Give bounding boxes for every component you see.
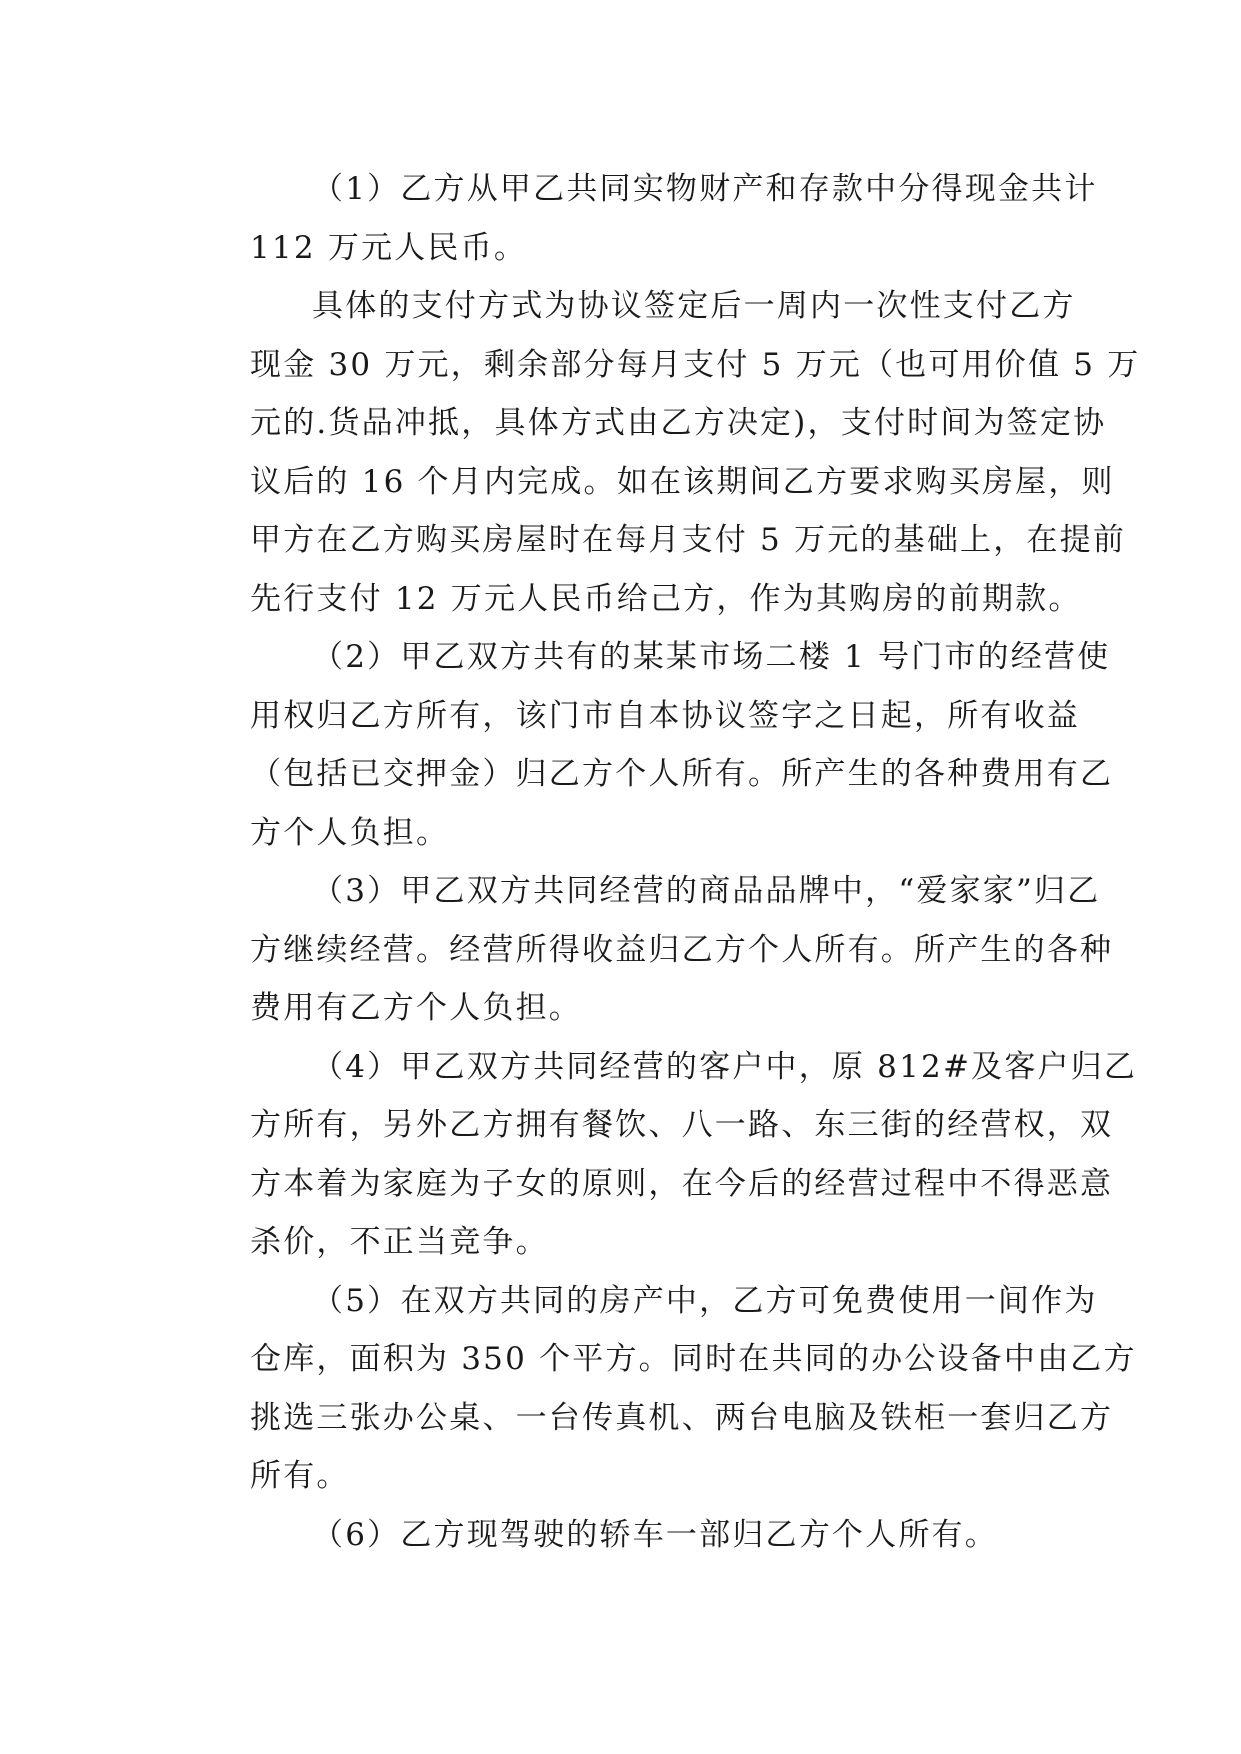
payment-method-paragraph (188, 277, 1141, 628)
clause-2-paragraph (188, 628, 1114, 862)
text-line: 仓库，面积为 350 个平方。同时在共同的办公设备中由乙方 (250, 1341, 1137, 1377)
text-line: 先行支付 12 万元人民币给己方，作为其购房的前期款。 (250, 580, 1082, 617)
text-line: （包括已交押金）归乙方个人所有。所产生的各种费用有乙 (250, 756, 1114, 792)
text-line: 方所有，另外乙方拥有餐饮、八一路、东三街的经营权，双 (250, 1107, 1114, 1143)
text-line: （4）甲乙双方共同经营的客户中，原 812#及客户归乙 (312, 1048, 1138, 1085)
clause-5-paragraph (188, 1272, 1137, 1506)
text-line: 挑选三张办公桌、一台传真机、两台电脑及铁柜一套归乙方 (250, 1399, 1114, 1436)
text-line: 方本着为家庭为子女的原则，在今后的经营过程中不得恶意 (250, 1165, 1114, 1202)
text-line: 元的.货品冲抵，具体方式由乙方决定)，支付时间为签定协 (250, 405, 1107, 441)
text-line: （5）在双方共同的房产中，乙方可免费使用一间作为 (312, 1282, 1098, 1319)
clause-4-paragraph (188, 1038, 1138, 1272)
text-line: 甲方在乙方购买房屋时在每月支付 5 万元的基础上，在提前 (250, 522, 1127, 558)
text-line: 杀价，不正当竞争。 (250, 1224, 549, 1260)
clause-6-paragraph (188, 1506, 1054, 1565)
text-line: 具体的支付方式为协议签定后一周内一次性支付乙方 (312, 288, 1076, 324)
clause-1-paragraph (188, 160, 1098, 277)
text-line: 用权归乙方所有，该门市自本协议签字之日起，所有收益 (250, 697, 1080, 734)
clause-3-paragraph (188, 862, 1114, 1038)
text-line: （6）乙方现驾驶的轿车一部归乙方个人所有。 (312, 1516, 998, 1553)
text-line: 议后的 16 个月内完成。如在该期间乙方要求购买房屋，则 (250, 463, 1115, 500)
text-line: 方继续经营。经营所得收益归乙方个人所有。所产生的各种 (250, 931, 1114, 968)
text-line: 112 万元人民币。 (250, 229, 528, 266)
text-line: （3）甲乙双方共同经营的商品品牌中，“爱家家”归乙 (312, 873, 1101, 909)
text-line: 费用有乙方个人负担。 (250, 990, 582, 1026)
text-line: （1）乙方从甲乙共同实物财产和存款中分得现金共计 (312, 171, 1098, 207)
text-line: 现金 30 万元，剩余部分每月支付 5 万元（也可用价值 5 万 (250, 346, 1141, 383)
text-line: 所有。 (250, 1458, 350, 1494)
text-line: （2）甲乙双方共有的某某市场二楼 1 号门市的经营使 (312, 639, 1111, 675)
text-line: 方个人负担。 (250, 814, 450, 851)
document-body (188, 160, 1141, 1564)
